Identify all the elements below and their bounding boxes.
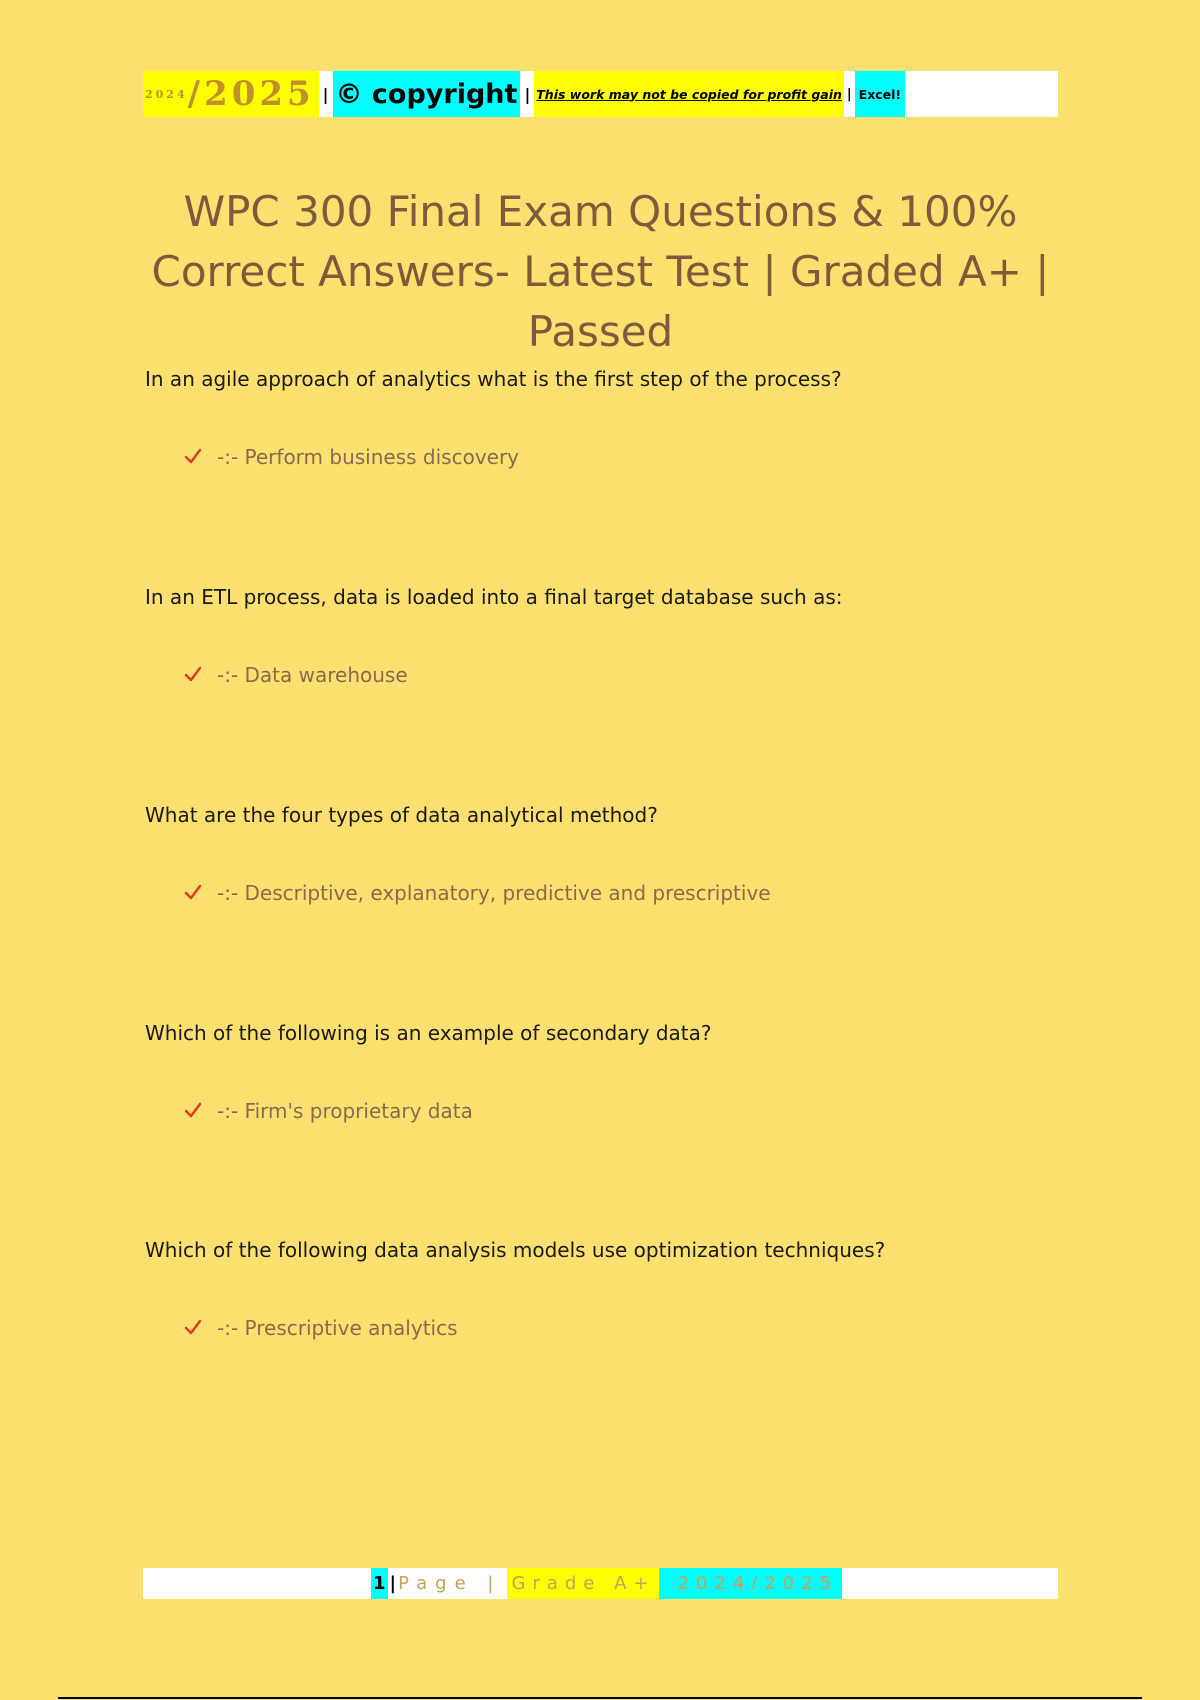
answer-row <box>183 445 519 469</box>
answer-row <box>183 1316 458 1340</box>
footer-grade: Grade A+ <box>507 1568 659 1599</box>
footer-banner <box>143 1568 1058 1599</box>
question-text: Which of the following data analysis models use optimization techniques? <box>145 1238 886 1262</box>
header-warning: This work may not be copied for profit gain <box>534 71 844 117</box>
check-mark-icon <box>183 1318 203 1338</box>
header-separator: | <box>322 84 329 104</box>
answer-text: -:- Prescriptive analytics <box>217 1316 458 1340</box>
footer-separator: | <box>389 1573 397 1594</box>
footer-year: 2024/2025 <box>659 1568 842 1599</box>
question-text: What are the four types of data analytical method? <box>145 803 658 827</box>
header-banner <box>143 71 1058 117</box>
answer-text: -:- Perform business discovery <box>217 445 520 469</box>
footer-content <box>371 1568 842 1599</box>
header-year-big: /2025 <box>187 74 315 114</box>
question-text: Which of the following is an example of secondary data? <box>145 1021 712 1045</box>
answer-row <box>183 663 408 687</box>
qa-item <box>145 1238 1045 1340</box>
answer-text: -:- Data warehouse <box>217 663 408 687</box>
question-text: In an ETL process, data is loaded into a final target database such as: <box>145 585 843 609</box>
qa-item <box>145 585 1045 687</box>
check-mark-icon <box>183 447 203 467</box>
header-year <box>143 71 319 117</box>
check-mark-icon <box>183 665 203 685</box>
document-title: WPC 300 Final Exam Questions & 100% Correct Answers- Latest Test | Graded A+ | Passed <box>151 187 1050 356</box>
answer-row <box>183 1099 473 1123</box>
header-separator: | <box>524 84 531 104</box>
bottom-divider <box>58 1697 1142 1699</box>
question-text: In an agile approach of analytics what is the first step of the process? <box>145 367 842 391</box>
answer-row <box>183 881 771 905</box>
header-separator: | <box>846 86 852 102</box>
check-mark-icon <box>183 1101 203 1121</box>
header-excel: Excel! <box>855 71 905 117</box>
qa-item <box>145 367 1045 469</box>
header-copyright: © copyright <box>333 71 521 117</box>
qa-item <box>145 1021 1045 1123</box>
check-mark-icon <box>183 883 203 903</box>
footer-page-label: Page | <box>398 1573 502 1594</box>
answer-text: -:- Descriptive, explanatory, predictive and prescriptive <box>217 881 771 905</box>
qa-item <box>145 803 1045 905</box>
answer-text: -:- Firm's proprietary data <box>217 1099 473 1123</box>
page-number: 1 <box>371 1568 388 1599</box>
header-year-small: 2024 <box>145 87 188 101</box>
